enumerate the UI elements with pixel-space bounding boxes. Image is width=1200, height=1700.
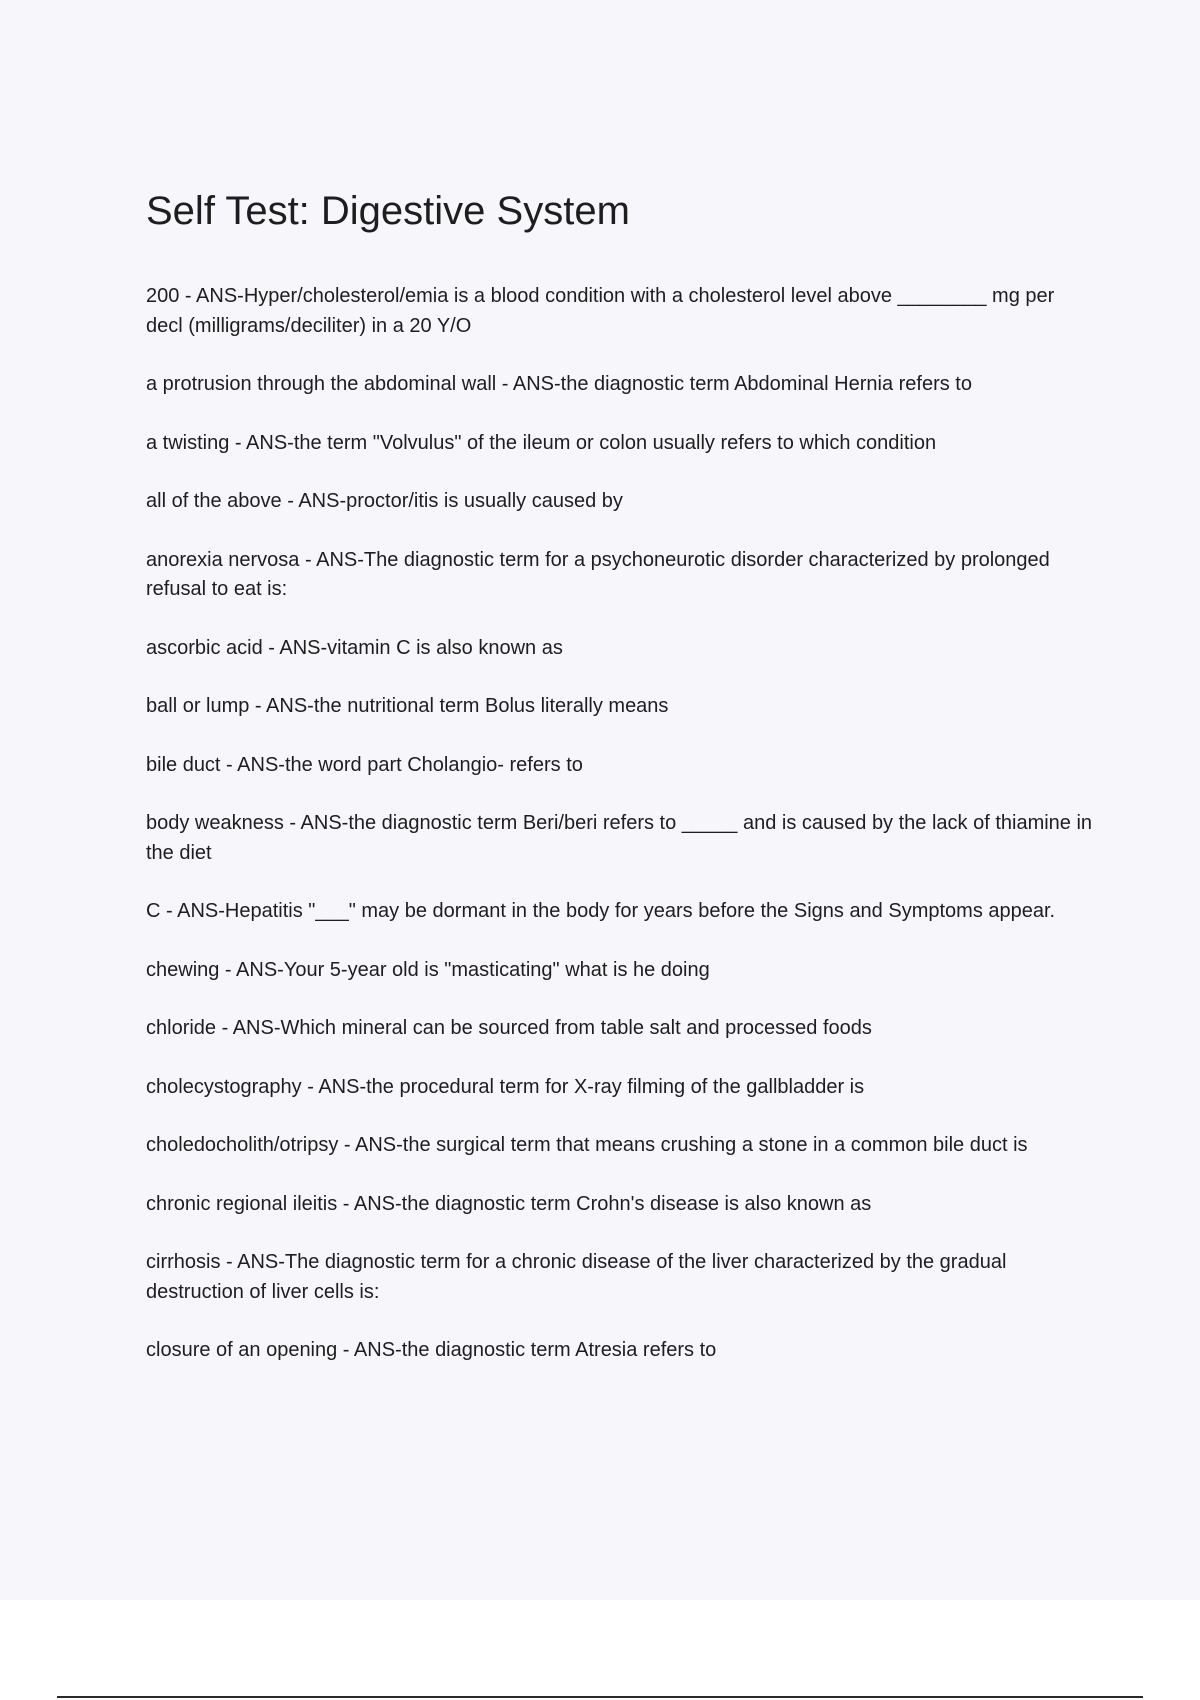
qa-entry: all of the above - ANS-proctor/itis is usually caused by (146, 490, 623, 512)
qa-entry: chronic regional ileitis - ANS-the diagnostic term Crohn's disease is also known as (146, 1192, 872, 1215)
qa-entry: anorexia nervosa - ANS-The diagnostic term for a psychoneurotic disorder characterized by prolonged refusal to eat is: (146, 548, 1056, 600)
qa-entry: ascorbic acid - ANS-vitamin C is also known as (146, 636, 563, 659)
qa-entry: a twisting - ANS-the term "Volvulus" of the ileum or colon usually refers to which condition (146, 431, 937, 454)
document-content (146, 185, 1096, 1395)
qa-entry-list (146, 282, 1096, 1366)
qa-entry: a protrusion through the abdominal wall - ANS-the diagnostic term Abdominal Hernia refers to (146, 373, 972, 395)
qa-entry: 200 - ANS-Hyper/cholesterol/emia is a blood condition with a cholesterol level above ________ mg per decl (milligrams/deciliter) in a 20 Y/O (146, 285, 1060, 337)
qa-entry: C - ANS-Hepatitis "___" may be dormant in the body for years before the Signs and Symptoms appear. (146, 900, 1056, 922)
qa-entry: closure of an opening - ANS-the diagnostic term Atresia refers to (146, 1339, 717, 1361)
qa-entry: cholecystography - ANS-the procedural term for X-ray filming of the gallbladder is (146, 1075, 865, 1098)
qa-entry: chewing - ANS-Your 5-year old is "masticating" what is he doing (146, 958, 710, 981)
footer-divider (57, 1696, 1143, 1698)
qa-entry: cirrhosis - ANS-The diagnostic term for a chronic disease of the liver characterized by the gradual destruction of liver cells is: (146, 1251, 1012, 1303)
qa-entry: ball or lump - ANS-the nutritional term Bolus literally means (146, 695, 669, 717)
page-title: Self Test: Digestive System (146, 189, 630, 233)
qa-entry: choledocholith/otripsy - ANS-the surgical term that means crushing a stone in a common bile duct is (146, 1134, 1028, 1156)
qa-entry: chloride - ANS-Which mineral can be sourced from table salt and processed foods (146, 1017, 872, 1039)
qa-entry: body weakness - ANS-the diagnostic term Beri/beri refers to _____ and is caused by the lack of thiamine in the diet (146, 812, 1098, 864)
qa-entry: bile duct - ANS-the word part Cholangio- refers to (146, 753, 583, 776)
